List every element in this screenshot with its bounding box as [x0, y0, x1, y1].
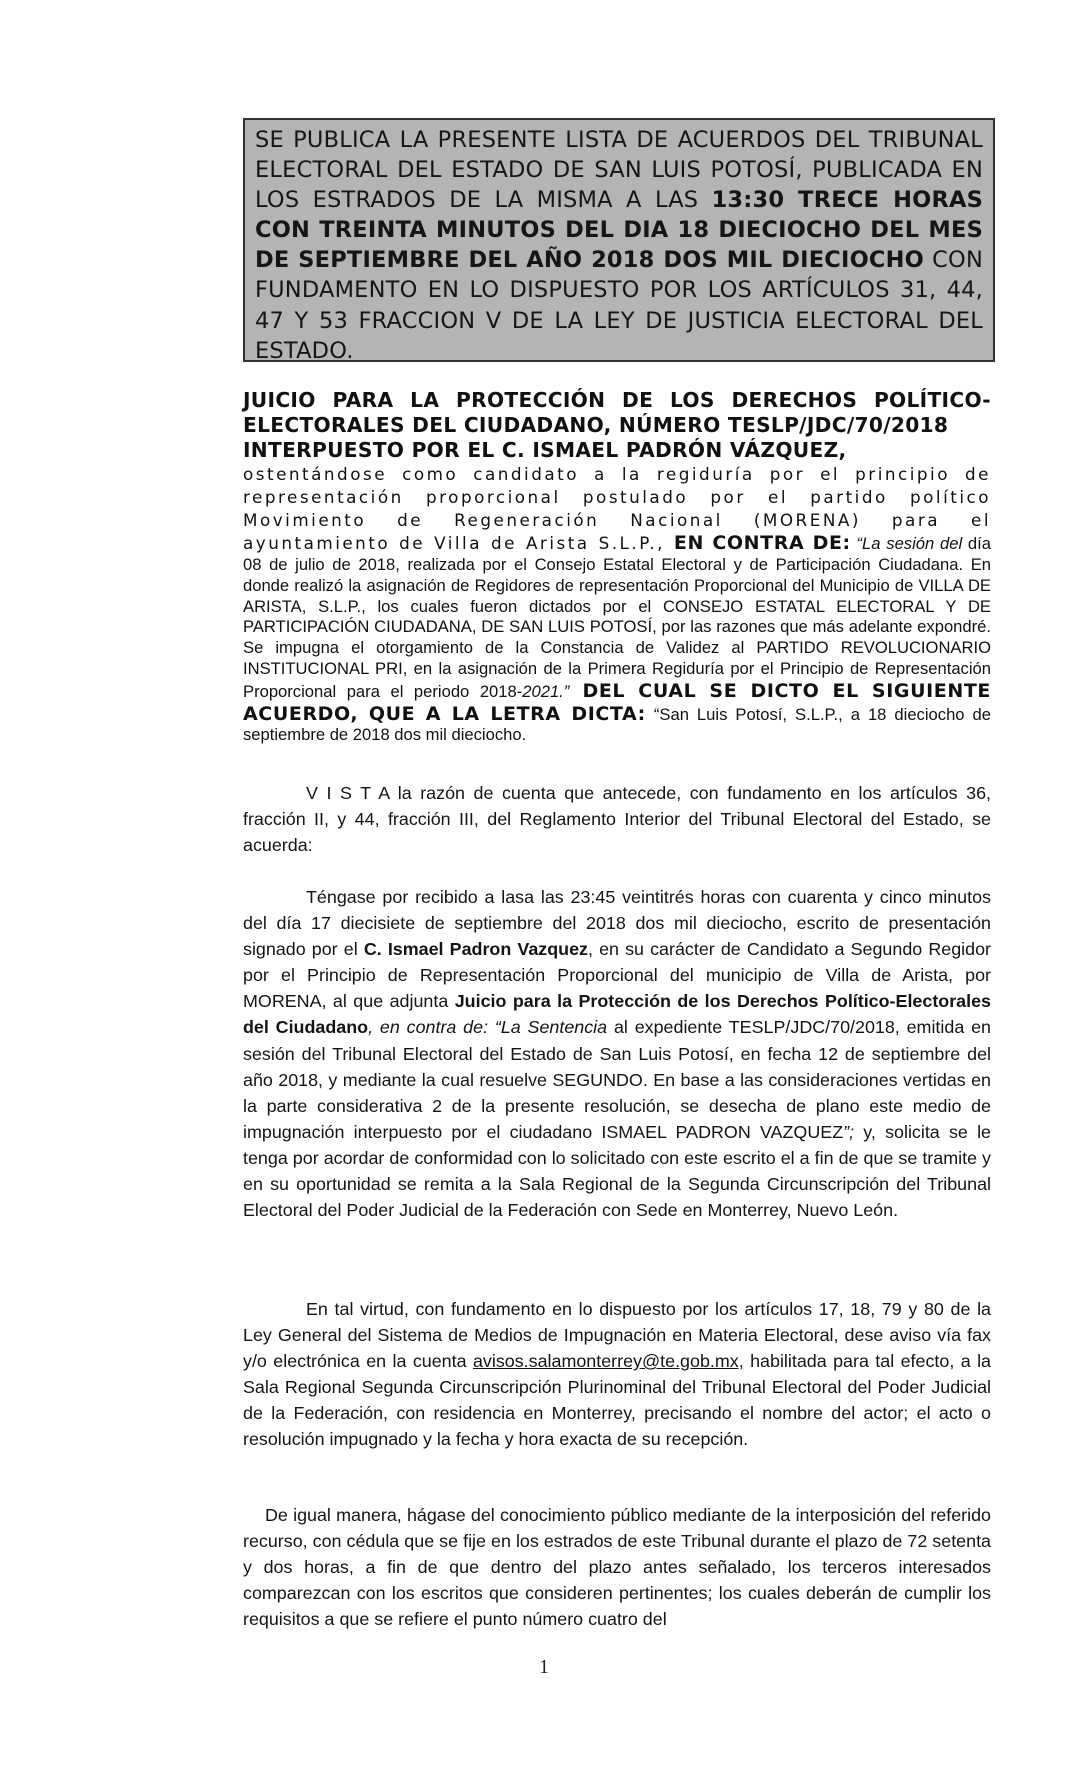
juicio-name: Juicio para la Protección de los Derechos Político-Electorales del Ciudadano	[243, 991, 991, 1038]
recibido-text-4: y, solicita se le tenga por acordar de conformidad con lo solicitado con este escrito el a fin de que se tramite y en su oportunidad se remita a la Sala Regional de la Segunda Circunscripción del Tribunal Electoral del Poder Judicial de la Federación con Sede en Monterrey, Nuevo León.	[243, 1121, 991, 1221]
actor-name: C. Ismael Padron Vazquez	[363, 939, 588, 960]
case-description	[243, 463, 991, 746]
recibido-text-3: al expediente TESLP/JDC/70/2018, emitida en sesión del Tribunal Electoral del Estado de San Luis Potosí, en fecha 12 de septiembre del año 2018, y mediante la cual resuelve SEGUNDO. En base a las consideraciones vertidas en la parte considerativa 2 de la presente resolución, se desecha de plano este medio de impugnación interpuesto por el ciudadano ISMAEL PADRON VAZQUEZ	[243, 1017, 991, 1142]
paragraph-virtud	[243, 1296, 991, 1453]
quote-end: 2021.”	[522, 681, 570, 701]
case-filer-description: ostentándose como candidato a la regiduría por el principio de representación proporcional postulado por el partido político Movimiento de Regeneración Nacional (MORENA) para el ayuntamiento de Villa de Arista S.L.P.,	[243, 464, 991, 553]
email-link[interactable]: avisos.salamonterrey@te.gob.mx,	[472, 1351, 744, 1372]
vista-text: V I S T A la razón de cuenta que antecede, con fundamento en los artículos 36, fracción II, y 44, fracción III, del Reglamento Interior del Tribunal Electoral del Estado, se acuerda:	[243, 783, 991, 856]
notice-text-intro: SE PUBLICA LA PRESENTE LISTA DE ACUERDOS DEL TRIBUNAL ELECTORAL DEL ESTADO DE SAN LUIS POTOSÍ, PUBLICADA EN LOS ESTRADOS DE LA MISMA A LAS	[255, 127, 983, 214]
dictated-agreement-label: DEL CUAL SE DICTO EL SIGUIENTE ACUERDO, QUE A LA LETRA DICTA:	[243, 679, 991, 725]
publication-notice-box	[243, 118, 995, 362]
igual-text: De igual manera, hágase del conocimiento público mediante de la interposición del referido recurso, con cédula que se fije en los estrados de este Tribunal durante el plazo de 72 setenta y dos horas, a fin de que dentro del plazo antes señalado, los terceros interesados comparezcan con los escritos que consideren pertinentes; los cuales deberán de cumplir los requisitos a que se refiere el punto número cuatro del	[243, 1505, 991, 1630]
en-contra-label: EN CONTRA DE:	[673, 532, 851, 554]
recibido-italic-2: ”;	[843, 1121, 855, 1142]
paragraph-recibido	[243, 884, 991, 1223]
case-title: JUICIO PARA LA PROTECCIÓN DE LOS DERECHOS POLÍTICO-ELECTORALES DEL CIUDADANO, NÚMERO TESLP/JDC/70/2018	[243, 388, 991, 437]
quoted-act: día 08 de julio de 2018, realizada por el Consejo Estatal Electoral y de Participación Ciudadana. En donde realizó la asignación de Regidores de representación Proporcional del Municipio de VILLA DE ARISTA, S.L.P., los cuales fueron dictados por el CONSEJO ESTATAL ELECTORAL Y DE PARTICIPACIÓN CIUDADANA, DE SAN LUIS POTOSÍ, por las razones que más adelante expondré. Se impugna el otorgamiento de la Constancia de Validez al PARTIDO REVOLUCIONARIO INSTITUCIONAL PRI, en la asignación de la Primera Regiduría por el Principio de Representación Proporcional para el periodo 2018-	[243, 534, 991, 701]
case-filer: INTERPUESTO POR EL C. ISMAEL PADRÓN VÁZQUEZ,	[243, 438, 847, 462]
paragraph-igual	[243, 1502, 991, 1632]
agreement-date-line: “San Luis Potosí, S.L.P., a 18 dieciocho de septiembre de 2018 dos mil dieciocho.	[243, 704, 991, 745]
notice-date-time: 13:30 TRECE HORAS CON TREINTA MINUTOS DEL DIA 18 DIECIOCHO DEL MES DE SEPTIEMBRE DEL AÑO 2018 DOS MIL DIECIOCHO	[255, 187, 983, 274]
virtud-text-2: habilitada para tal efecto, a la Sala Regional Segunda Circunscripción Plurinominal del Tribunal Electoral del Poder Judicial de la Federación, con residencia en Monterrey, precisando el nombre del actor; el acto o resolución impugnado y la fecha y hora exacta de su recepción.	[243, 1351, 991, 1450]
recibido-italic-1: , en contra de: “La Sentencia	[368, 1017, 608, 1038]
quote-start: “La sesión del	[850, 534, 963, 553]
recibido-text-1: Téngase por recibido a lasa las 23:45 veintitrés horas con cuarenta y cinco minutos del día 17 diecisiete de septiembre del 2018 dos mil dieciocho, escrito de presentación signado por el	[243, 887, 991, 960]
paragraph-vista	[243, 780, 991, 858]
recibido-text-2: , en su carácter de Candidato a Segundo Regidor por el Principio de Representación Proporcional del municipio de Villa de Arista, por MORENA, al que adjunta	[243, 939, 992, 1012]
page-number: 1	[539, 1656, 549, 1678]
case-caption	[243, 388, 991, 746]
notice-text-basis: CON FUNDAMENTO EN LO DISPUESTO POR LOS ARTÍCULOS 31, 44, 47 Y 53 FRACCION V DE LA LEY DE JUSTICIA ELECTORAL DEL ESTADO.	[255, 247, 983, 364]
virtud-text-1: En tal virtud, con fundamento en lo dispuesto por los artículos 17, 18, 79 y 80 de la Ley General del Sistema de Medios de Impugnación en Materia Electoral, dese aviso vía fax y/o electrónica en la cuenta	[243, 1299, 991, 1372]
